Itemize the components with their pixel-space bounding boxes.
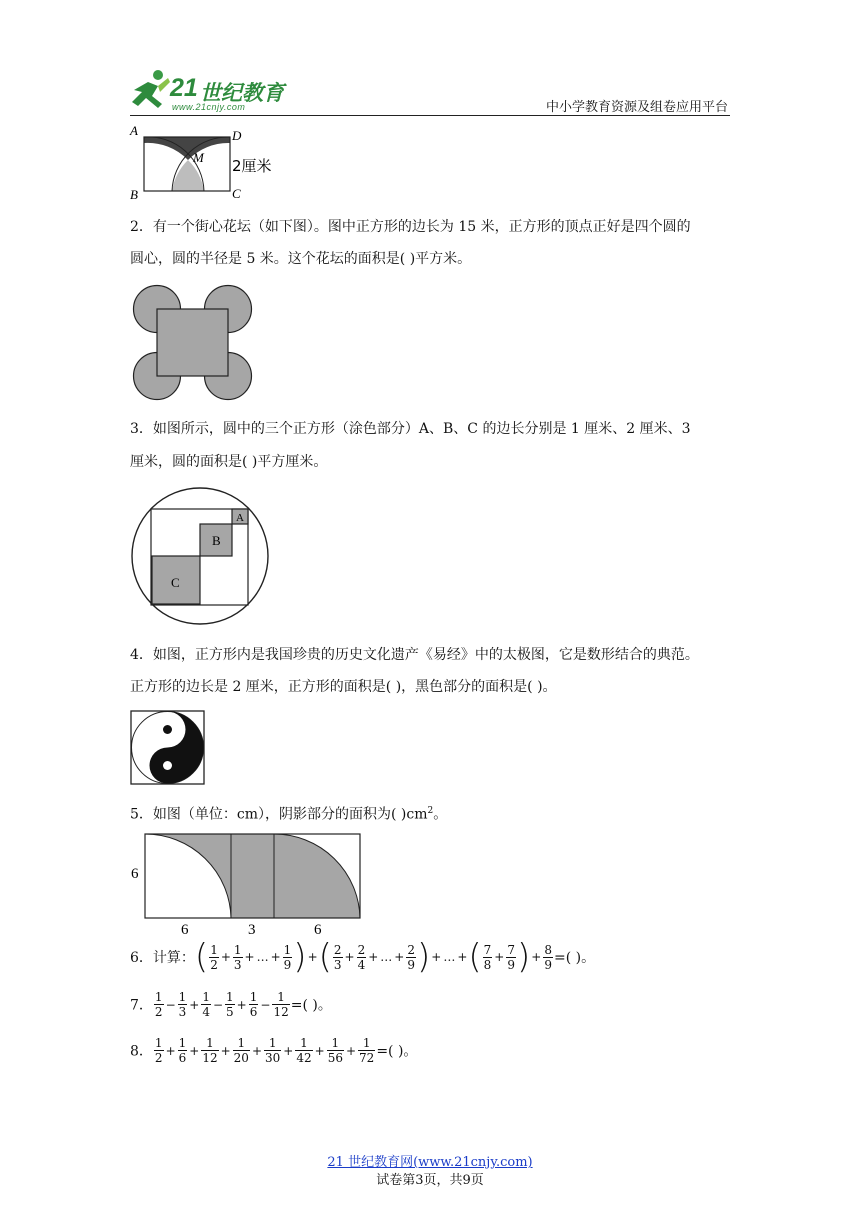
- rectangle-quarter-circles-figure: [128, 120, 288, 202]
- q6-open-paren-3: (: [468, 937, 482, 977]
- figure-q4: [130, 710, 206, 786]
- shaded-quarter-circles-figure: [128, 830, 364, 938]
- q5-superscript: 2: [427, 806, 434, 816]
- q2-line1: 2．有一个街心花坛（如下图）。图中正方形的边长为 15 米，正方形的顶点正好是四个圆的: [130, 219, 691, 235]
- figure-q1: [128, 120, 288, 202]
- q6-prefix: 6．计算：: [130, 950, 195, 966]
- q8-fraction: $\frac{1}{30}$: [265, 1036, 281, 1065]
- square-c-label: C: [171, 575, 180, 590]
- fig1-label-d: D: [232, 128, 242, 143]
- fig1-side-label: 2厘米: [232, 157, 272, 175]
- q5-text: [130, 802, 447, 824]
- footer-link[interactable]: 21 世纪教育网(www.21cnjy.com): [327, 1155, 533, 1170]
- square-b-label: B: [212, 533, 221, 548]
- q8-answer-blank: =( )。: [376, 1043, 418, 1060]
- footer-page-number: 试卷第3页，共9页: [376, 1173, 484, 1188]
- q4-line1: 4．如图，正方形内是我国珍贵的历史文化遗产《易经》中的太极图，它是数形结合的典范。: [130, 647, 699, 663]
- fig1-label-b: B: [130, 187, 138, 202]
- q6-fraction: $\frac{7}{9}$: [507, 942, 515, 972]
- taiji-icon: [130, 710, 206, 786]
- q7-prefix: 7．: [130, 997, 153, 1014]
- q6-fraction: $\frac{1}{2}$: [210, 942, 218, 972]
- q4-line2: 正方形的边长是 2 厘米，正方形的面积是( )，黑色部分的面积是( )。: [130, 679, 557, 695]
- q3-line2: 厘米，圆的面积是( )平方厘米。: [130, 454, 328, 470]
- q6-fraction: $\frac{7}{8}$: [483, 942, 492, 972]
- q3-line1: 3．如图所示，圆中的三个正方形（涂色部分）A、B、C 的边长分别是 1 厘米、2 厘米、3: [130, 421, 691, 437]
- logo-url: www.21cnjy.com: [172, 102, 246, 112]
- figure-q2: [130, 283, 255, 401]
- q8-fraction: $\frac{1}{42}$: [296, 1036, 312, 1065]
- q8-fraction: $\frac{1}{56}$: [327, 1036, 343, 1065]
- q7-fraction: $\frac{1}{3}$: [178, 990, 187, 1019]
- q6-fraction: $\frac{2}{3}$: [333, 942, 342, 972]
- q8-fraction: $\frac{1}{2}$: [154, 1036, 163, 1065]
- q6-fraction: $\frac{8}{9}$: [544, 942, 552, 972]
- fig1-label-c: C: [232, 186, 241, 201]
- q8-fraction: $\frac{1}{20}$: [233, 1036, 249, 1065]
- q5-height-label: 6: [131, 866, 139, 882]
- q8-prefix: 8．: [130, 1043, 153, 1060]
- header-divider: [130, 115, 730, 116]
- q7-expression: 7． $\frac{1}{2}$ − $\frac{1}{3}$ + $\frac{1}{4}$ − $\frac{1}{5}$ + $\frac{1}{6}$ − $\frac{1}{12}$ =( )。: [130, 990, 332, 1019]
- runner-logo-icon: [128, 68, 172, 112]
- circle-squares-figure: [130, 487, 272, 625]
- q6-close-paren-2: ): [417, 937, 431, 977]
- q5-text-after: 。: [433, 806, 448, 823]
- square-a-label: A: [236, 512, 244, 524]
- fig1-label-m: M: [193, 150, 204, 165]
- q2-line2: 圆心，圆的半径是 5 米。这个花坛的面积是( )平方米。: [130, 251, 472, 267]
- q7-answer-blank: =( )。: [290, 997, 332, 1014]
- q8-expression: 8． $\frac{1}{2}$ + $\frac{1}{6}$ + $\frac{1}{12}$ + $\frac{1}{20}$ + $\frac{1}{30}$ + $\frac{1}{42}$ + $\frac{1}{56}$ + $\frac{1}{72}$ =( )。: [130, 1036, 418, 1065]
- q6-fraction: $\frac{2}{9}$: [407, 942, 415, 972]
- q7-fraction: $\frac{1}{12}$: [273, 990, 289, 1019]
- header-logo: [128, 68, 288, 116]
- q6-fraction: $\frac{1}{3}$: [233, 942, 242, 972]
- q7-fraction: $\frac{1}{2}$: [154, 990, 163, 1019]
- figure-q3: [130, 487, 272, 625]
- q6-answer-blank: =( )。: [553, 950, 596, 966]
- q5-width1-label: 6: [181, 922, 189, 938]
- q6-expression: 6．计算：( $\frac{1}{2}$ + $\frac{1}{3}$ + … + $\frac{1}{9}$ )+( $\frac{2}{3}$ + $\frac{2}{4}$ + … + $\frac{2}{9}$ )+ … +( $\frac{7}{8}$ + $\frac{7}{9}$ )+ $\frac{8}{9}$ =( )。: [130, 937, 596, 977]
- logo-number: 21: [170, 74, 198, 102]
- q7-fraction: $\frac{1}{5}$: [226, 990, 234, 1019]
- q6-close-paren-1: ): [293, 937, 307, 977]
- q6-fraction: $\frac{2}{4}$: [357, 942, 366, 972]
- q8-fraction: $\frac{1}{72}$: [359, 1036, 375, 1065]
- q7-fraction: $\frac{1}{6}$: [249, 990, 258, 1019]
- fig1-label-a: A: [130, 123, 138, 138]
- q5-width2-label: 3: [248, 922, 256, 938]
- q6-open-paren-2: (: [318, 937, 332, 977]
- q7-fraction: $\frac{1}{4}$: [202, 990, 210, 1019]
- site-name: 中小学教育资源及组卷应用平台: [545, 100, 728, 115]
- q8-fraction: $\frac{1}{6}$: [178, 1036, 187, 1065]
- q6-fraction: $\frac{1}{9}$: [283, 942, 292, 972]
- q6-close-paren-3: ): [517, 937, 531, 977]
- figure-q5: [128, 830, 364, 938]
- flower-bed-figure: [130, 283, 255, 401]
- q5-text-before: 5．如图（单位：cm），阴影部分的面积为( )cm: [130, 806, 428, 823]
- q5-width3-label: 6: [314, 922, 322, 938]
- q6-open-paren-1: (: [194, 937, 209, 977]
- logo-text: 世纪教育: [200, 81, 284, 105]
- q8-fraction: $\frac{1}{12}$: [202, 1036, 218, 1065]
